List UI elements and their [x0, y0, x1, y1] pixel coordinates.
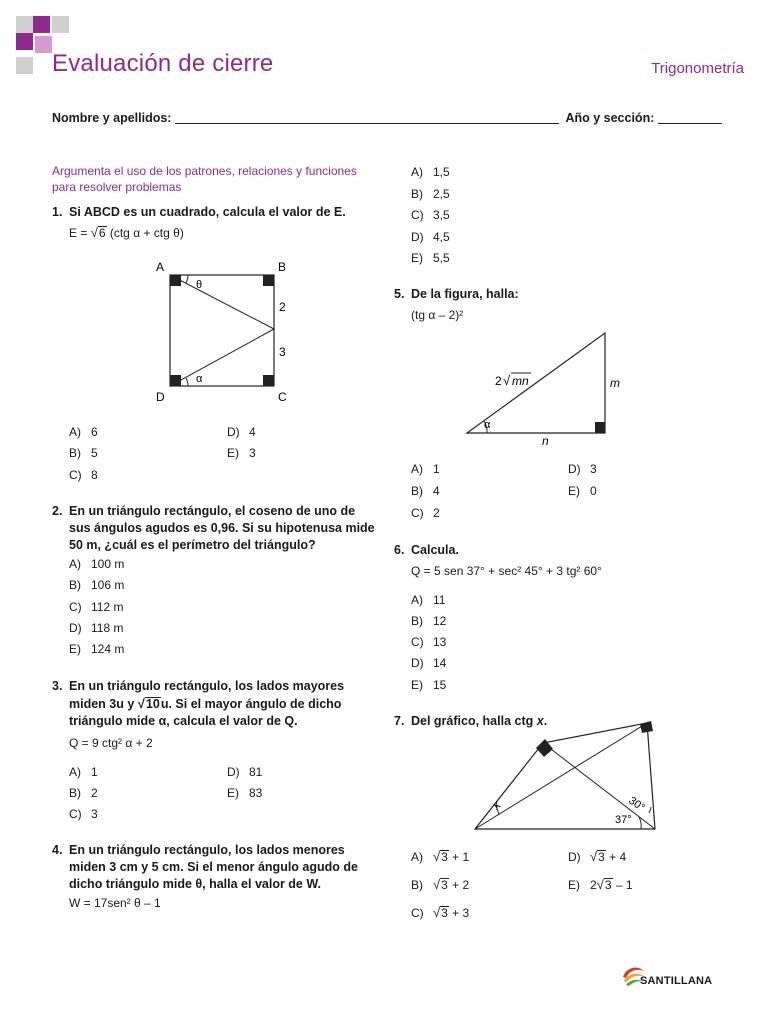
santillana-logo	[620, 962, 720, 992]
option-e[interactable]: E) 83	[227, 786, 263, 800]
option-a[interactable]: A) 100 m	[69, 557, 125, 571]
question-1	[52, 204, 382, 221]
alpha-label: α	[196, 373, 203, 385]
option-b[interactable]: B) 12	[411, 614, 447, 628]
student-info-line	[52, 111, 722, 125]
square-abcd-figure	[150, 256, 300, 406]
option-c[interactable]: C) 3	[69, 807, 98, 821]
vertex-c-label: C	[278, 390, 287, 404]
question-2	[52, 503, 382, 554]
option-d[interactable]: D) 4	[227, 425, 256, 439]
angle-37-label: 37°	[615, 814, 632, 826]
question-4-formula: W = 17sen² θ – 1	[69, 896, 161, 910]
question-number: 2.	[52, 504, 63, 518]
question-text: Calcula.	[411, 543, 459, 557]
option-d[interactable]: D) 14	[411, 656, 447, 670]
vertex-a-label: A	[156, 260, 165, 274]
question-6	[394, 542, 724, 559]
option-e[interactable]: E) 5,5	[411, 251, 450, 265]
question-text-line: sus ángulos agudos es 0,96. Si su hipotenusa mide	[69, 521, 375, 535]
subject-label: Trigonometría	[651, 60, 744, 77]
question-text-line: miden 3u y √10u. Si el mayor ángulo de dicho	[69, 696, 342, 711]
deco-square	[16, 57, 33, 74]
learning-objective: Argumenta el uso de los patrones, relaciones y funciones para resolver problemas	[52, 164, 357, 194]
option-c[interactable]: C) 112 m	[69, 600, 124, 614]
option-a[interactable]: A) 1	[411, 462, 440, 476]
option-d[interactable]: D) 3	[568, 462, 597, 476]
option-e[interactable]: E) 15	[411, 678, 447, 692]
question-number: 1.	[52, 205, 63, 219]
option-a[interactable]: A) 1,5	[411, 165, 450, 179]
deco-square	[33, 16, 50, 33]
option-b[interactable]: B) √3 + 2	[411, 877, 470, 892]
question-number: 4.	[52, 843, 63, 857]
question-text-line: En un triángulo rectángulo, los lados menores	[69, 843, 345, 857]
option-a[interactable]: A) 6	[69, 425, 98, 439]
question-text-line: miden 3 cm y 5 cm. Si el menor ángulo agudo de	[69, 860, 358, 874]
option-d[interactable]: D) 118 m	[69, 621, 124, 635]
option-e[interactable]: E) 0	[568, 484, 597, 498]
question-text-line: En un triángulo rectángulo, los lados mayores	[69, 679, 345, 693]
deco-square	[16, 16, 33, 33]
vertex-d-label: D	[156, 390, 165, 404]
option-b[interactable]: B) 2	[69, 786, 98, 800]
option-c[interactable]: C) √3 + 3	[411, 905, 470, 920]
question-text-line: 50 m, ¿cuál es el perímetro del triángulo?	[69, 538, 316, 552]
option-e[interactable]: E) 3	[227, 446, 256, 460]
question-text: Si ABCD es un cuadrado, calcula el valor de E.	[69, 205, 346, 219]
question-number: 3.	[52, 679, 63, 693]
option-d[interactable]: D) 81	[227, 765, 263, 779]
deco-square	[52, 16, 69, 33]
option-a[interactable]: A) 1	[69, 765, 98, 779]
alpha-label: α	[484, 419, 491, 431]
sqrt-sign: √	[503, 373, 511, 388]
option-b[interactable]: B) 2,5	[411, 187, 450, 201]
option-c[interactable]: C) 2	[411, 506, 440, 520]
side-m-label: m	[610, 376, 620, 390]
question-number: 5.	[394, 287, 405, 301]
question-text: Del gráfico, halla ctg x.	[411, 714, 548, 728]
option-a[interactable]: A) 11	[411, 593, 446, 607]
question-text: De la figura, halla:	[411, 287, 519, 301]
question-text-line: En un triángulo rectángulo, el coseno de uno de	[69, 504, 356, 518]
hypotenuse-radicand: mn	[512, 374, 529, 388]
deco-square	[16, 33, 33, 50]
question-number: 6.	[394, 543, 405, 557]
option-c[interactable]: C) 8	[69, 468, 98, 482]
option-a[interactable]: A) √3 + 1	[411, 849, 470, 864]
question-text-line: triángulo mide α, calcula el valor de Q.	[69, 714, 298, 728]
question-3-formula: Q = 9 ctg² α + 2	[69, 736, 153, 750]
angle-30-label: 30°	[626, 794, 647, 815]
option-e[interactable]: E) 2√3 – 1	[568, 877, 633, 892]
question-5-formula: (tg α – 2)²	[411, 308, 464, 322]
question-text-line: dicho triángulo mide θ, halla el valor de W.	[69, 877, 321, 891]
deco-square	[35, 36, 52, 53]
option-d[interactable]: D) 4,5	[411, 230, 450, 244]
theta-label: θ	[196, 279, 203, 291]
x-angle-label: x	[489, 797, 504, 813]
side-label-2: 2	[279, 300, 286, 314]
question-3	[52, 678, 382, 730]
name-label: Nombre y apellidos:	[52, 111, 172, 125]
question-number: 7.	[394, 714, 405, 728]
section-label: Año y sección:	[565, 111, 655, 125]
base-n-label: n	[542, 434, 549, 448]
quadrilateral-figure	[465, 715, 665, 835]
option-b[interactable]: B) 4	[411, 484, 440, 498]
page-title: Evaluación de cierre	[52, 50, 274, 77]
option-b[interactable]: B) 106 m	[69, 578, 125, 592]
question-4	[52, 842, 382, 893]
question-1-formula: E = √6 (ctg α + ctg θ)	[69, 225, 184, 240]
option-b[interactable]: B) 5	[69, 446, 98, 460]
hypotenuse-coef: 2	[495, 374, 502, 388]
vertex-b-label: B	[278, 260, 287, 274]
brand-name: SANTILLANA	[640, 975, 713, 987]
right-triangle-figure	[460, 325, 640, 450]
question-5	[394, 286, 724, 303]
option-d[interactable]: D) √3 + 4	[568, 849, 627, 864]
section-blank[interactable]	[658, 123, 722, 124]
option-e[interactable]: E) 124 m	[69, 642, 125, 656]
option-c[interactable]: C) 3,5	[411, 208, 450, 222]
name-blank[interactable]	[175, 123, 559, 124]
question-6-formula: Q = 5 sen 37° + sec² 45° + 3 tg² 60°	[411, 564, 602, 578]
side-label-3: 3	[279, 345, 286, 359]
option-c[interactable]: C) 13	[411, 635, 447, 649]
